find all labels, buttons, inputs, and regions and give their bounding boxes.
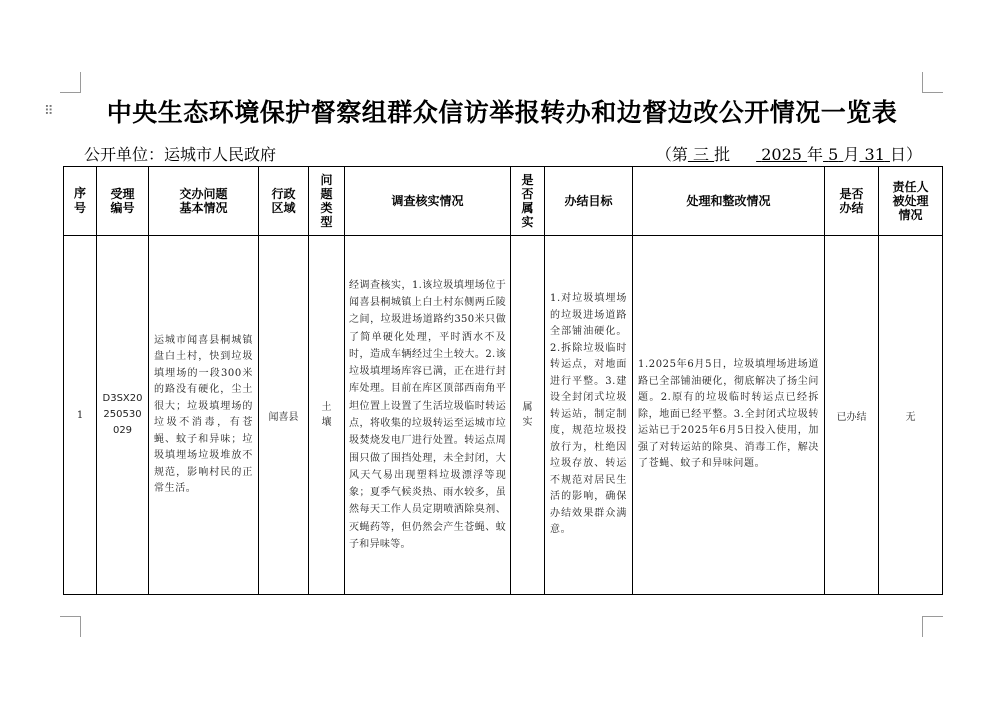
batch-number: 三 [693,145,710,164]
header-goal: 办结目标 [545,167,633,236]
batch-year-char: 年 [807,145,824,164]
page-corner-mark-bottom-right [922,616,943,637]
header-rectification: 处理和整改情况 [633,167,825,236]
header-seq: 序号 [64,167,97,236]
cell-issue: 运城市闻喜县桐城镇盘白土村，快到垃圾填埋场的一段300米的路没有硬化，尘土很大；垃圾填埋场的垃圾不消毒，有苍蝇、蚊子和异味；垃圾填埋场垃圾堆放不规范，影响村民的正常生活。 [149,236,259,595]
batch-month: 5 [828,145,839,164]
header-issue: 交办问题基本情况 [149,167,259,236]
table-row [64,236,943,595]
page-corner-mark-bottom-left [60,616,81,637]
batch-open: （第 [655,145,688,164]
subtitle-row [84,142,944,166]
cell-rectification: 1.2025年6月5日，垃圾填埋场进场道路已全部铺油硬化，彻底解决了扬尘问题。2.原有的垃圾临时转运点已经拆除，地面已经平整。3.全封闭式垃圾转运站已于2025年6月5日投入使用，加强了对转运站的除臭、消毒工作，解决了苍蝇、蚊子和异味问题。 [633,236,825,595]
header-accountability: 责任人被处理情况 [879,167,943,236]
page-corner-mark-top-left [60,72,81,93]
header-category: 问题类型 [309,167,345,236]
table-header-row [64,167,943,236]
report-table [63,166,943,595]
cell-receipt-no: D3SX20250530029 [97,236,149,595]
cell-region: 闻喜县 [259,236,309,595]
batch-word: 批 [714,145,731,164]
page-title: 中央生态环境保护督察组群众信访举报转办和边督边改公开情况一览表 [106,98,898,127]
header-closed: 是否办结 [825,167,879,236]
batch-info [656,142,922,165]
cell-accountability: 无 [879,236,943,595]
header-investigation: 调查核实情况 [345,167,511,236]
cell-seq: 1 [64,236,97,595]
batch-year: 2025 [761,145,802,164]
batch-close: 日） [889,145,922,164]
publishing-unit: 公开单位：运城市人民政府 [84,145,277,164]
batch-day: 31 [864,145,885,164]
header-receipt-no: 受理编号 [97,167,149,236]
cell-closed: 已办结 [825,236,879,595]
page-corner-mark-top-right [922,72,943,93]
batch-month-char: 月 [843,145,860,164]
cell-is-true: 属实 [511,236,545,595]
header-is-true: 是否属实 [511,167,545,236]
cell-category: 土壤 [309,236,345,595]
table-move-handle-icon[interactable]: ⠿ [44,104,53,119]
header-region: 行政区域 [259,167,309,236]
cell-investigation: 经调查核实，1.该垃圾填埋场位于闻喜县桐城镇上白土村东侧两丘陵之间，垃圾进场道路约350米只做了简单硬化处理，平时洒水不及时，造成车辆经过尘土较大。2.该垃圾填埋场库容已满，正在进行封库处理。目前在库区顶部西南角平坦位置上设置了生活垃圾临时转运点，将收集的垃圾转运至运城市垃圾焚烧发电厂进行处置。转运点周围只做了围挡处理，未全封闭，大风天气易出现塑料垃圾漂浮等现象；夏季气候炎热、雨水较多，虽然每天工作人员定期喷洒除臭剂、灭蝇药等，但仍然会产生苍蝇、蚊子和异味等。 [345,236,511,595]
cell-goal: 1.对垃圾填埋场的垃圾进场道路全部铺油硬化。2.拆除垃圾临时转运点，对地面进行平整。3.建设全封闭式垃圾转运站，制定制度，规范垃圾投放行为，杜绝因垃圾存放、转运不规范对居民生活的影响，确保办结效果群众满意。 [545,236,633,595]
